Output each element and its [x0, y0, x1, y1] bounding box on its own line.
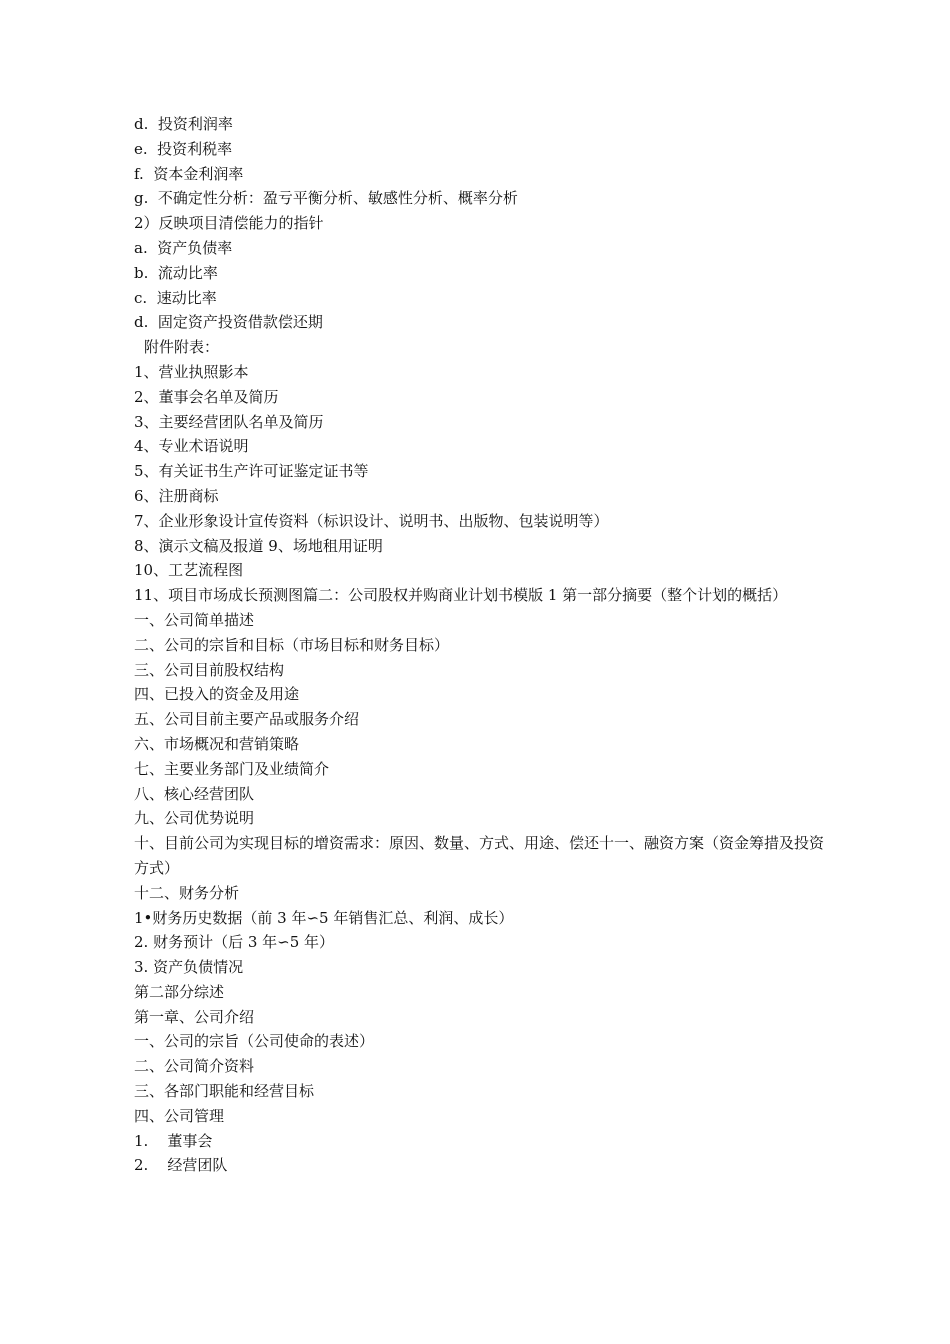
text-line-summary-9: 九、公司优势说明 [134, 809, 255, 828]
text-line-part-two: 第二部分综述 [134, 982, 225, 1001]
text-line-d-roi: d. 投资利润率 [134, 115, 233, 133]
text-line-f-capital-profit: f. 资本金利润率 [134, 164, 244, 183]
text-line-e-rot: e. 投资利税率 [134, 139, 233, 158]
text-line-appendix-4: 4、专业术语说明 [134, 437, 249, 456]
text-line-g-uncertainty: g. 不确定性分析：盈亏平衡分析、敏感性分析、概率分析 [134, 189, 518, 208]
text-line-appendix-8: 8、演示文稿及报道 9、场地租用证明 [134, 536, 383, 555]
text-line-b-current-ratio: b. 流动比率 [134, 263, 218, 282]
text-line-appendix-1: 1、营业执照影本 [134, 362, 249, 381]
text-line-appendix-heading: 附件附表： [144, 338, 220, 357]
text-line-chapter-one: 第一章、公司介绍 [134, 1007, 255, 1026]
text-line-team: 2. 经营团队 [134, 1156, 228, 1175]
document-body [134, 112, 824, 1178]
text-line-appendix-2: 2、董事会名单及简历 [134, 387, 279, 406]
text-line-d-repayment: d. 固定资产投资借款偿还期 [134, 313, 323, 332]
text-line-summary-3: 三、公司目前股权结构 [134, 660, 285, 679]
text-line-appendix-6: 6、注册商标 [134, 486, 219, 505]
text-line-c-quick-ratio: c. 速动比率 [134, 288, 217, 307]
text-line-appendix-10: 10、工艺流程图 [134, 561, 244, 580]
text-line-summary-12: 十二、财务分析 [134, 883, 240, 902]
text-line-management: 四、公司管理 [134, 1106, 225, 1125]
text-line-solvency-heading: 2）反映项目清偿能力的指针 [134, 214, 324, 233]
text-line-summary-4: 四、已投入的资金及用途 [134, 685, 300, 704]
text-line-summary-8: 八、核心经营团队 [134, 784, 255, 803]
text-line-summary-2: 二、公司的宗旨和目标（市场目标和财务目标） [134, 635, 450, 654]
text-line-appendix-7: 7、企业形象设计宣传资料（标识设计、说明书、出版物、包装说明等） [134, 511, 609, 530]
text-line-summary-5: 五、公司目前主要产品或服务介绍 [134, 710, 360, 729]
text-line-balance-sheet: 3. 资产负债情况 [134, 958, 244, 977]
text-line-summary-6: 六、市场概况和营销策略 [134, 734, 300, 753]
text-line-finance-history: 1•财务历史数据（前 3 年∽5 年销售汇总、利润、成长） [134, 908, 514, 927]
text-line-a-debt-ratio: a. 资产负债率 [134, 238, 233, 257]
text-line-summary-7: 七、主要业务部门及业绩简介 [134, 759, 330, 778]
text-line-summary-1: 一、公司简单描述 [134, 610, 255, 629]
text-line-appendix-11: 11、项目市场成长预测图篇二：公司股权并购商业计划书模版 1 第一部分摘要（整个计划的概括） [134, 586, 788, 605]
text-line-mission: 一、公司的宗旨（公司使命的表述） [134, 1032, 375, 1051]
text-line-finance-forecast: 2. 财务预计（后 3 年∽5 年） [134, 933, 335, 952]
text-line-departments: 三、各部门职能和经营目标 [134, 1082, 315, 1101]
text-line-board: 1. 董事会 [134, 1131, 213, 1150]
text-line-summary-10: 十、目前公司为实现目标的增资需求：原因、数量、方式、用途、偿还十一、融资方案（资金筹措及投资方式） [134, 834, 825, 877]
text-line-appendix-5: 5、有关证书生产许可证鉴定证书等 [134, 462, 369, 481]
text-line-profile: 二、公司简介资料 [134, 1057, 255, 1076]
text-line-appendix-3: 3、主要经营团队名单及简历 [134, 412, 324, 431]
